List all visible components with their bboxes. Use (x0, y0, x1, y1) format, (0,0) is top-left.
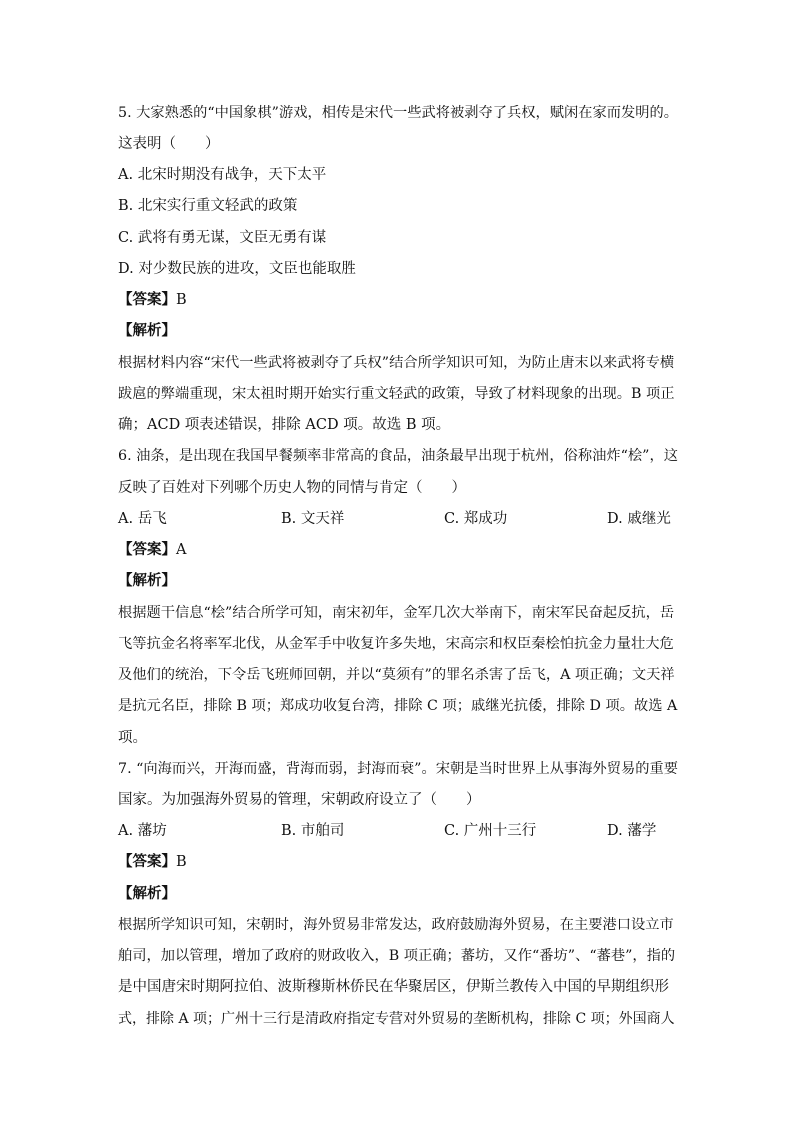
q7-stem-line-2: 国家。为加强海外贸易的管理，宋朝政府设立了（ ） (118, 792, 481, 808)
q7-option-c: C. 广州十三行 (444, 823, 537, 839)
q6-stem-line-2: 反映了百姓对下列哪个历史人物的同情与肯定（ ） (118, 480, 466, 496)
q5-stem-line-2: 这表明（ ） (118, 136, 220, 152)
q6-option-d: D. 戚继光 (607, 511, 671, 527)
q7-answer (118, 852, 187, 872)
q6-analysis-line-3: 及他们的统治，下令岳飞班师回朝，并以“莫须有”的罪名杀害了岳飞，A 项正确；文天祥 (118, 667, 675, 683)
q7-analysis-label: 【解析】 (118, 885, 176, 902)
q5-analysis-label: 【解析】 (118, 322, 176, 339)
q6-options-row (118, 509, 678, 529)
q6-analysis-label: 【解析】 (118, 572, 176, 589)
q6-analysis-line-5: 项。 (118, 730, 147, 746)
q5-option-d: D. 对少数民族的进攻，文臣也能取胜 (118, 261, 356, 277)
q6-analysis-line-2: 飞等抗金名将率军北伐，从金军手中收复许多失地，宋高宗和权臣秦桧怕抗金力量壮大危 (118, 636, 674, 652)
q7-analysis-line-4: 式，排除 A 项；广州十三行是清政府指定专营对外贸易的垄断机构，排除 C 项；外国商人 (118, 1011, 675, 1027)
q5-analysis-line-3: 确；ACD 项表述错误，排除 ACD 项。故选 B 项。 (118, 417, 451, 433)
q5-option-b: B. 北宋实行重文轻武的政策 (118, 198, 298, 214)
q7-stem-line-1: 7. “向海而兴，开海而盛，背海而弱，封海而衰”。宋朝是当时世界上从事海外贸易的重要 (118, 761, 678, 777)
q6-analysis-line-1: 根据题干信息“桧”结合所学可知，南宋初年，金军几次大举南下，南宋军民奋起反抗，岳 (118, 605, 675, 621)
q5-stem-line-1: 5. 大家熟悉的“中国象棋”游戏，相传是宋代一些武将被剥夺了兵权，赋闲在家而发明的。 (118, 105, 678, 121)
q7-option-b: B. 市舶司 (281, 823, 345, 839)
answer-label: 【答案】 (118, 853, 176, 870)
q6-option-a: A. 岳飞 (118, 511, 167, 527)
q6-stem-line-1: 6. 油条，是出现在我国早餐频率非常高的食品，油条最早出现于杭州，俗称油炸“桧”，这 (118, 448, 678, 464)
q5-analysis-line-1: 根据材料内容“宋代一些武将被剥夺了兵权”结合所学知识可知，为防止唐末以来武将专横 (118, 355, 675, 371)
q7-analysis-line-1: 根据所学知识可知，宋朝时，海外贸易非常发达，政府鼓励海外贸易，在主要港口设立市 (118, 917, 674, 933)
q6-analysis-line-4: 是抗元名臣，排除 B 项；郑成功收复台湾，排除 C 项；戚继光抗倭，排除 D 项。故选 A (118, 698, 678, 714)
q7-option-a: A. 藩坊 (118, 823, 167, 839)
q7-analysis-line-3: 是中国唐宋时期阿拉伯、波斯穆斯林侨民在华聚居区，伊斯兰教传入中国的早期组织形 (118, 979, 669, 995)
answer-label: 【答案】 (118, 291, 176, 308)
answer-label: 【答案】 (118, 541, 176, 558)
answer-value: A (176, 542, 187, 558)
q5-answer (118, 290, 187, 310)
q6-option-b: B. 文天祥 (281, 511, 345, 527)
answer-value: B (176, 292, 187, 308)
q6-answer (118, 540, 186, 560)
q7-options-row (118, 821, 678, 841)
q6-option-c: C. 郑成功 (444, 511, 508, 527)
q5-analysis-line-2: 跋扈的弊端重现，宋太祖时期开始实行重文轻武的政策，导致了材料现象的出现。B 项正 (118, 386, 675, 402)
q5-option-a: A. 北宋时期没有战争，天下太平 (118, 167, 327, 183)
answer-value: B (176, 854, 187, 870)
q5-option-c: C. 武将有勇无谋，文臣无勇有谋 (118, 230, 327, 246)
q7-analysis-line-2: 舶司，加以管理，增加了政府的财政收入，B 项正确；蕃坊，又作“番坊”、“蕃巷”，指的 (118, 948, 676, 964)
q7-option-d: D. 藩学 (607, 823, 657, 839)
